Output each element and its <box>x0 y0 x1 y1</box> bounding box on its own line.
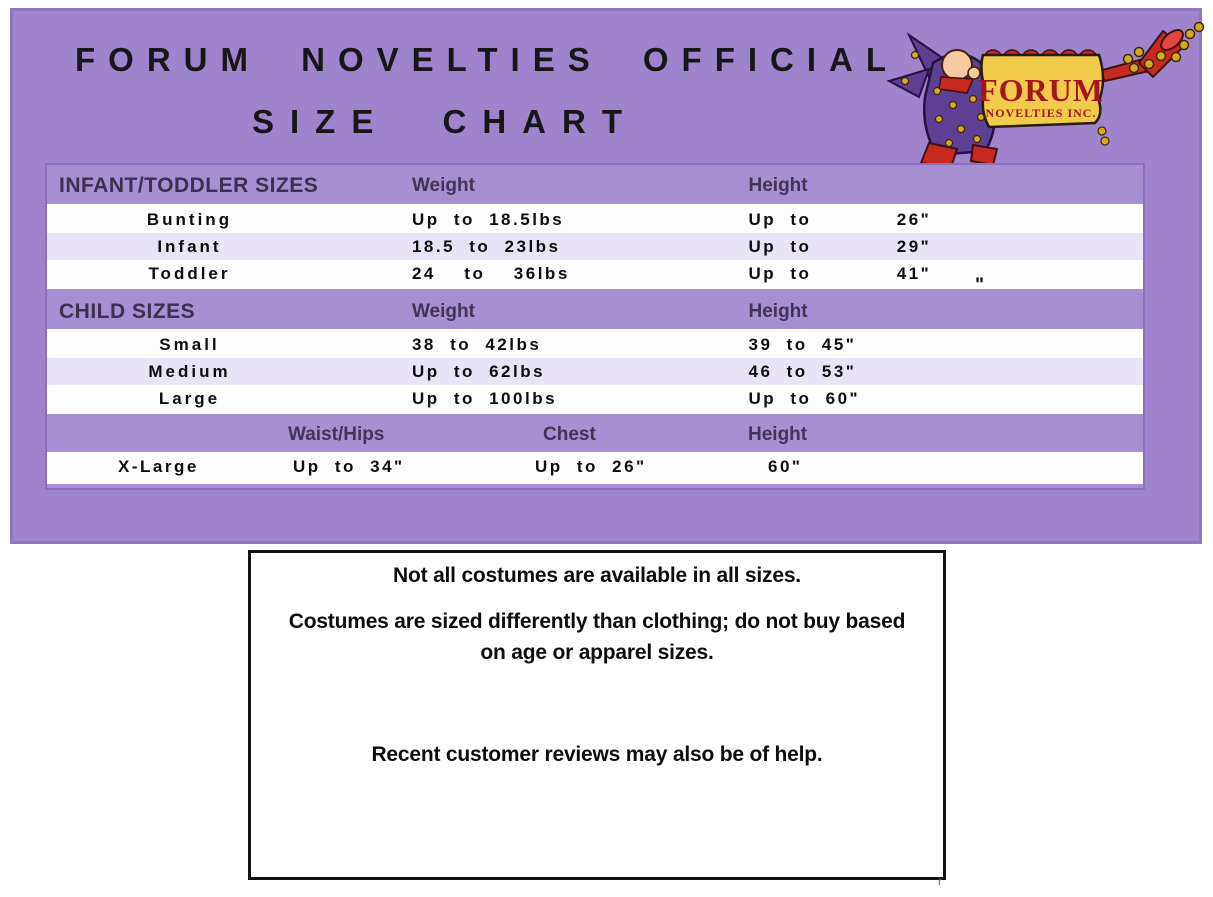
column-header-weight: Weight <box>411 301 475 322</box>
table-row-medium <box>47 358 1143 385</box>
page-title: FORUM NOVELTIES OFFICIAL <box>75 41 900 78</box>
height-value: Up to 60" <box>748 388 861 408</box>
table-row-small <box>47 331 1143 358</box>
column-header-height: Height <box>748 424 808 445</box>
note-availability: Not all costumes are available in all sizes. <box>393 564 801 587</box>
height-value: Up to 29" <box>748 236 932 256</box>
size-label: Medium <box>148 361 231 381</box>
size-label: Bunting <box>146 209 233 229</box>
size-label: X-Large <box>118 457 199 476</box>
table-row-infant <box>47 233 1143 260</box>
size-label: Toddler <box>148 263 231 283</box>
table-row-xlarge <box>47 454 1143 482</box>
column-header-waist-hips: Waist/Hips <box>288 424 385 445</box>
xlarge-rows <box>47 452 1143 484</box>
size-label: Large <box>158 388 221 408</box>
weight-value: Up to 18.5lbs <box>411 209 565 229</box>
column-header-chest: Chest <box>543 424 596 445</box>
section-header-child <box>47 295 1143 329</box>
weight-value: Up to 100lbs <box>411 388 558 408</box>
stray-quote-mark: " <box>975 275 985 296</box>
note-sizing-warning: Costumes are sized differently than clothing; do not buy based on age or apparel sizes. <box>288 610 906 664</box>
weight-value: 24 to 36lbs <box>411 263 570 283</box>
table-row-large <box>47 385 1143 412</box>
chest-value: Up to 26" <box>535 457 647 476</box>
logo-subname: NOVELTIES INC. <box>985 106 1097 120</box>
section-header-xlarge <box>47 420 1143 452</box>
notes-box <box>248 550 946 880</box>
size-label: Infant <box>157 236 222 256</box>
weight-value: 38 to 42lbs <box>411 334 542 354</box>
child-rows <box>47 329 1143 414</box>
height-value: 39 to 45" <box>748 334 857 354</box>
weight-value: 18.5 to 23lbs <box>411 236 561 256</box>
section-title: CHILD SIZES <box>59 300 196 323</box>
forum-novelties-logo-icon <box>881 19 1209 171</box>
corner-artifact-mark: r <box>938 874 942 888</box>
logo-banner <box>978 50 1109 145</box>
size-chart-card <box>10 8 1202 544</box>
page-subtitle: SIZE CHART <box>252 103 638 140</box>
weight-value: Up to 62lbs <box>411 361 546 381</box>
waist-value: Up to 34" <box>293 457 405 476</box>
column-header-height: Height <box>748 175 808 196</box>
note-reviews-hint: Recent customer reviews may also be of help. <box>371 743 823 767</box>
size-label: Small <box>159 334 220 354</box>
height-value: 46 to 53" <box>748 361 857 381</box>
height-value: Up to 26" <box>748 209 932 229</box>
section-header-infant-toddler <box>47 168 1143 204</box>
column-header-height: Height <box>748 301 808 322</box>
section-title: INFANT/TODDLER SIZES <box>59 174 319 197</box>
table-row-bunting <box>47 206 1143 233</box>
height-value: 60" <box>768 457 803 476</box>
column-header-weight: Weight <box>411 175 475 196</box>
height-value: Up to 41" <box>748 263 932 283</box>
size-chart-table <box>45 163 1145 490</box>
logo-name: FORUM <box>978 72 1104 108</box>
